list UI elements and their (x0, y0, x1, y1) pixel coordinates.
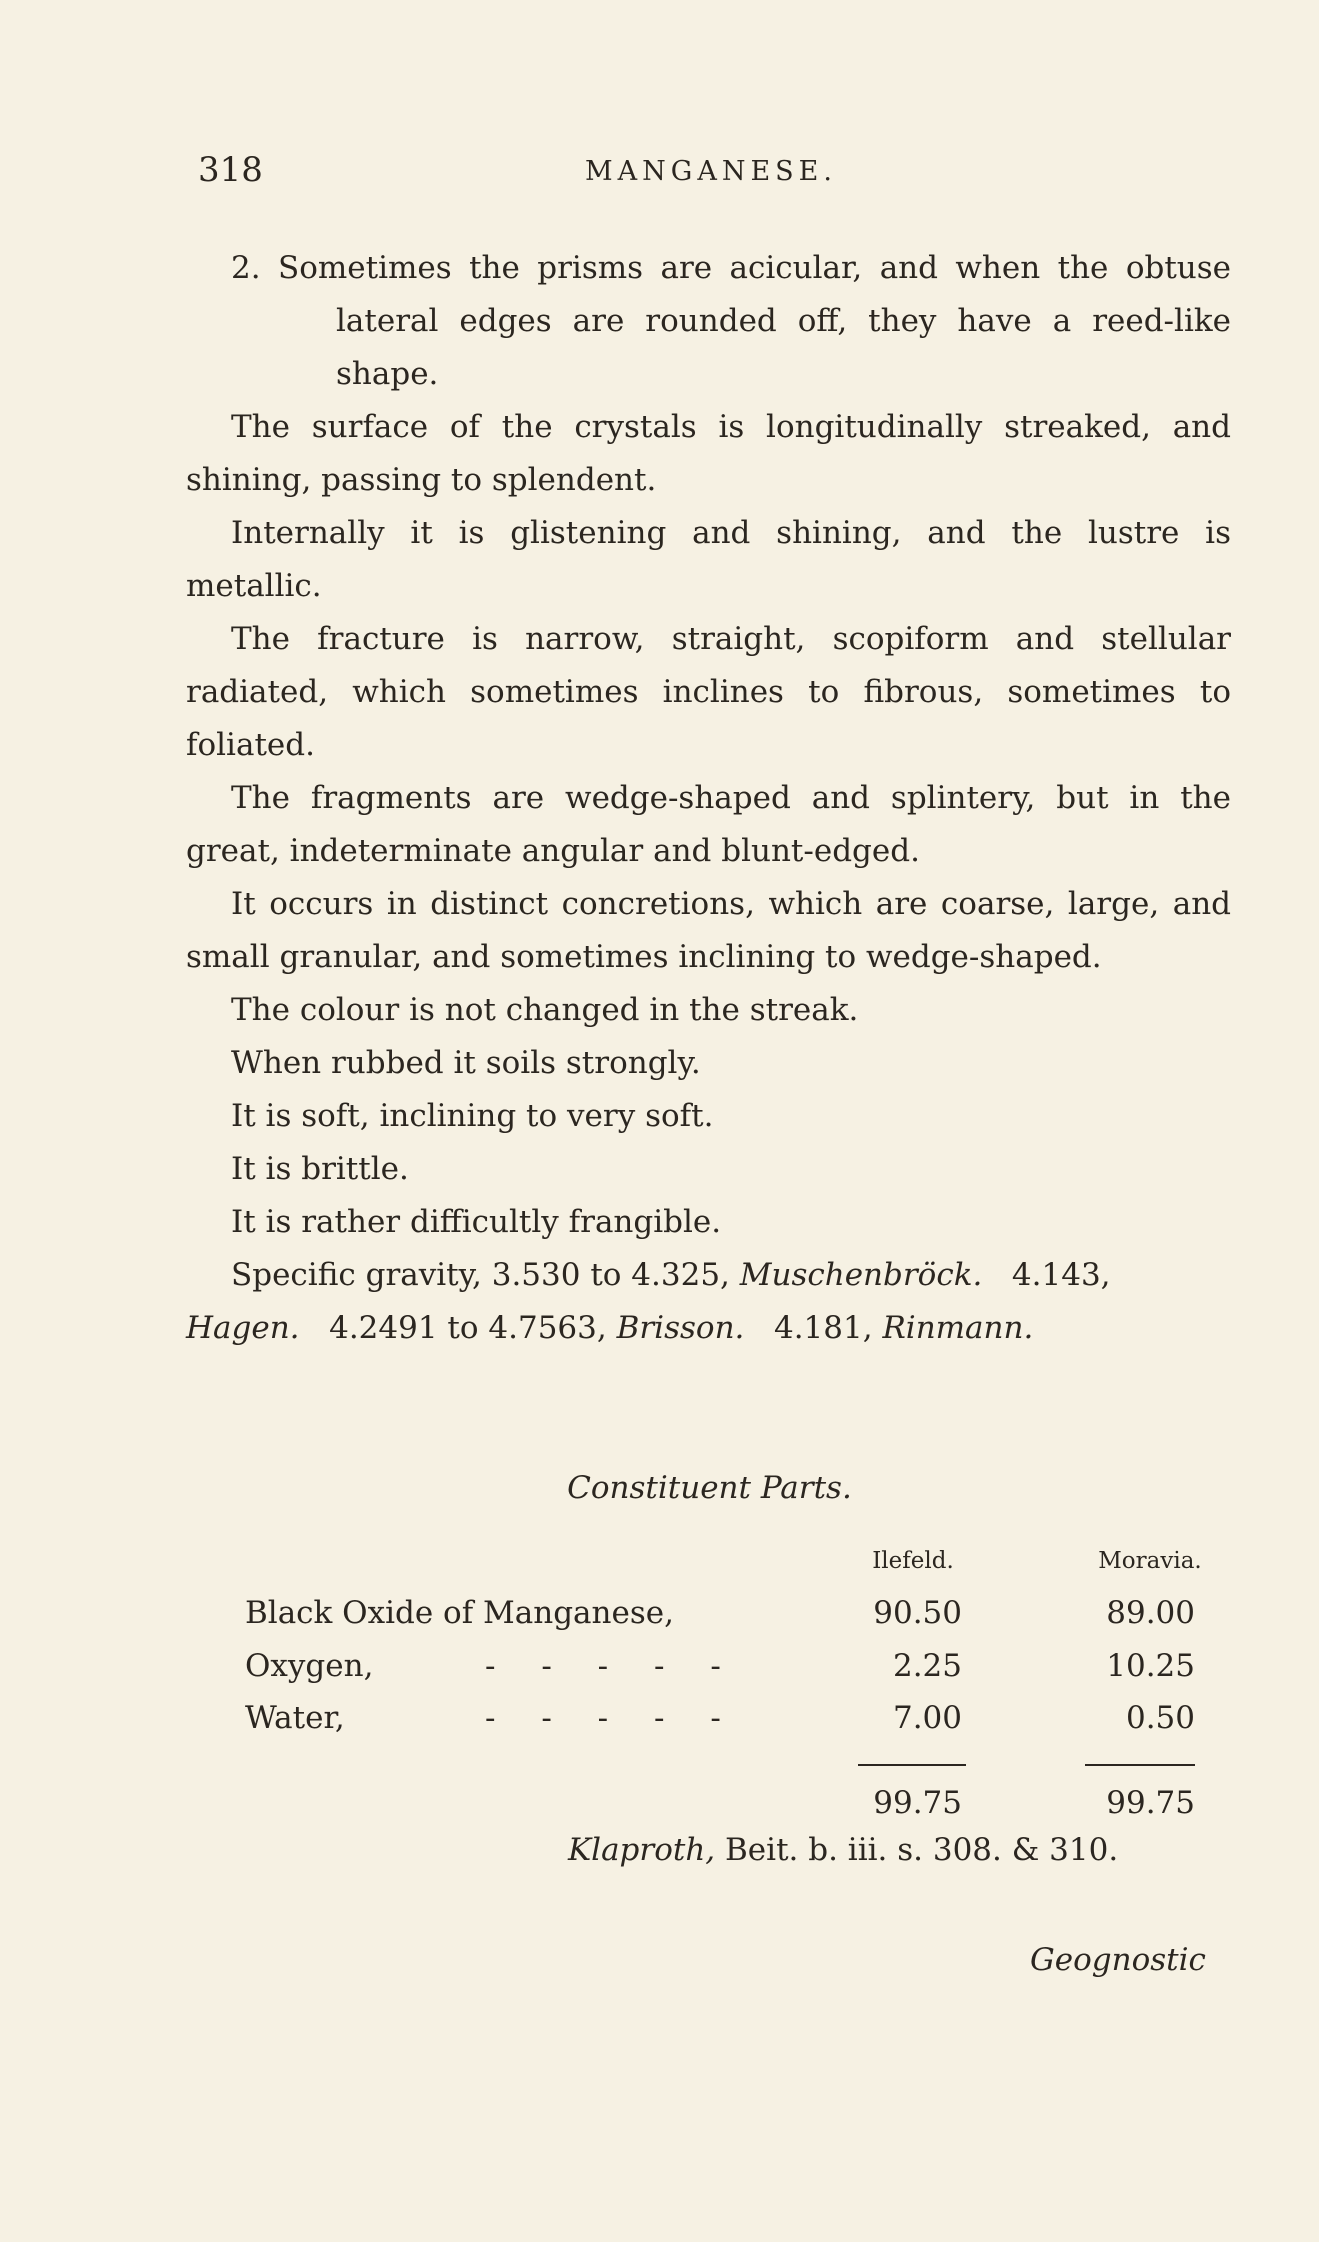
column-header-moravia: Moravia. (1098, 1548, 1202, 1574)
paragraph-concretions: It occurs in distinct concretions, which are coarse, large, and small granular, and sometimes inclining to wedge-shaped. (186, 886, 1231, 975)
sg-value-4: 4.181, (773, 1310, 873, 1346)
table-row (0, 1648, 1319, 1698)
sg-authority-3: Brisson. (616, 1310, 745, 1346)
row-value-moravia: 89.00 (1106, 1595, 1195, 1631)
paragraph-internally: Internally it is glistening and shining, and the lustre is metallic. (186, 515, 1231, 604)
sg-authority-4: Rinmann. (882, 1310, 1034, 1346)
paragraph-fracture: The fracture is narrow, straight, scopiform and stellular radiated, which sometimes inclines to fibrous, sometimes to foliated. (186, 621, 1231, 763)
column-header-ilefeld: Ilefeld. (872, 1548, 954, 1574)
row-leader: - - - - - (485, 1648, 739, 1684)
row-label: Oxygen, (245, 1648, 374, 1684)
paragraph-fragments: The fragments are wedge-shaped and splintery, but in the great, indeterminate angular and blunt-edged. (186, 780, 1231, 869)
row-label: Black Oxide of Manganese, (245, 1595, 674, 1631)
paragraph-brittle: It is brittle. (231, 1151, 409, 1187)
table-row (0, 1700, 1319, 1750)
sg-authority-1: Muschenbröck. (739, 1257, 983, 1293)
totals-row (0, 1785, 1319, 1835)
sum-rule-moravia (1085, 1764, 1195, 1766)
running-title: MANGANESE. (585, 156, 837, 187)
total-ilefeld: 99.75 (873, 1785, 962, 1821)
page-header (0, 150, 1319, 200)
source-author: Klaproth, (568, 1832, 716, 1868)
row-value-ilefeld: 90.50 (873, 1595, 962, 1631)
table-title: Constituent Parts. (567, 1470, 852, 1506)
row-label: Water, (245, 1700, 345, 1736)
source-reference: Beit. b. iii. s. 308. & 310. (725, 1832, 1119, 1868)
sg-authority-2: Hagen. (186, 1310, 300, 1346)
row-leader: - - - - - (485, 1700, 739, 1736)
row-value-ilefeld: 2.25 (892, 1648, 962, 1684)
sum-rule-ilefeld (858, 1764, 966, 1766)
paragraph-rubbed: When rubbed it soils strongly. (231, 1045, 701, 1081)
paragraph-frangible: It is rather difficultly frangible. (231, 1204, 722, 1240)
paragraph-soft: It is soft, inclining to very soft. (231, 1098, 714, 1134)
sg-lead: Specific gravity, 3.530 to 4.325, (231, 1257, 730, 1293)
page-number: 318 (198, 150, 263, 190)
sg-value-3: 4.2491 to 4.7563, (329, 1310, 607, 1346)
sg-value-2: 4.143, (1011, 1257, 1111, 1293)
paragraph-specific-gravity (186, 1249, 1231, 1355)
row-value-ilefeld: 7.00 (892, 1700, 962, 1736)
paragraph-surface: The surface of the crystals is longitudinally streaked, and shining, passing to splendent. (186, 409, 1231, 498)
paragraph-colour: The colour is not changed in the streak. (231, 992, 859, 1028)
catchword: Geognostic (1030, 1942, 1206, 1978)
row-value-moravia: 10.25 (1106, 1648, 1195, 1684)
table-source (568, 1832, 1118, 1868)
row-value-moravia: 0.50 (1125, 1700, 1195, 1736)
numbered-item-2: 2. Sometimes the prisms are acicular, and when the obtuse lateral edges are rounded off, they have a reed-like shape. (231, 250, 1231, 392)
body-text (186, 242, 1231, 1355)
table-row (0, 1595, 1319, 1645)
total-moravia: 99.75 (1106, 1785, 1195, 1821)
